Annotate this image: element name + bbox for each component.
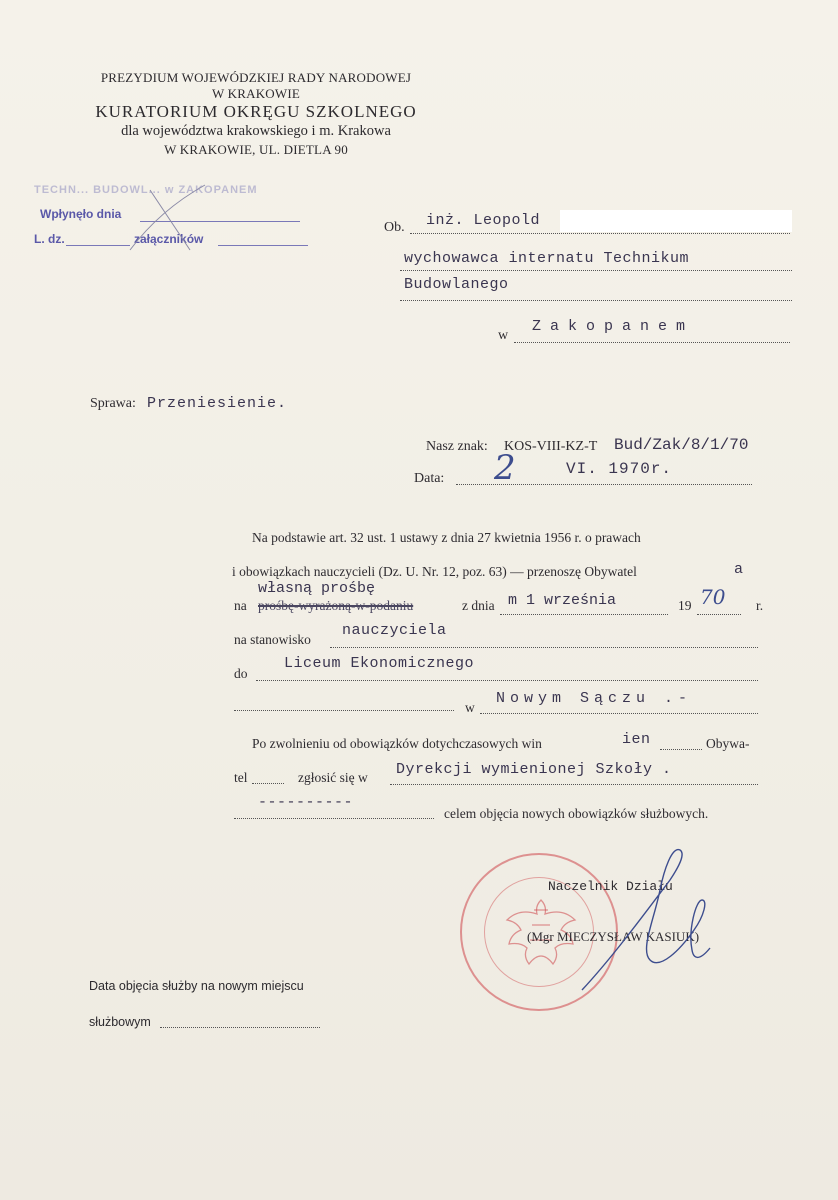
addressee-place-line — [514, 342, 790, 343]
body-p2-line2-start: tel — [234, 770, 248, 785]
addressee-name-line — [410, 233, 790, 234]
receipt-stamp-attachments: załączników — [134, 232, 204, 246]
footer-line1: Data objęcia służby na nowym miejscu — [89, 979, 304, 993]
letterhead-address: W KRAKOWIE, UL. DIETLA 90 — [164, 142, 348, 157]
receipt-stamp-attachments-line — [218, 245, 308, 246]
receipt-stamp-received: Wpłynęło dnia — [40, 207, 122, 221]
ref-typed: Bud/Zak/8/1/70 — [614, 436, 749, 454]
start-date-typed: m 1 września — [508, 592, 617, 609]
body-p2-line1-dots — [660, 749, 702, 750]
letterhead-line4: dla województwa krakowskiego i m. Krakowa — [121, 123, 391, 139]
letterhead-title: KURATORIUM OKRĘGU SZKOLNEGO — [95, 102, 417, 121]
body-p2-line3-end: celem objęcia nowych obowiązków służbowych. — [444, 806, 709, 821]
body-r: r. — [756, 598, 764, 613]
footer-line2: służbowym — [89, 1015, 151, 1029]
subject-label: Sprawa: — [90, 396, 136, 411]
letterhead-line2: W KRAKOWIE — [211, 86, 301, 101]
signature-name: (Mgr MIECZYSŁAW KASIUK) — [527, 929, 700, 944]
receipt-stamp-cross-mark — [120, 180, 210, 260]
letterhead-line1: PREZYDIUM WOJEWÓDZKIEJ RADY NARODOWEJ — [100, 70, 412, 85]
city-w-label: w — [465, 700, 475, 715]
request-typed: własną prośbę — [258, 580, 376, 597]
position-line — [330, 647, 758, 648]
date-line — [456, 484, 752, 485]
city-line-left — [234, 710, 454, 711]
footer-line2-dots — [160, 1027, 320, 1028]
ref-printed: KOS-VIII-KZ-T — [504, 439, 598, 454]
body-p2-line1: Po zwolnieniu od obowiązków dotychczasowych win — [252, 736, 542, 751]
body-p2-line2-typed: Dyrekcji wymienionej Szkoły . — [396, 761, 672, 778]
date-hand-day: 2 — [494, 448, 516, 488]
addressee-ob-label: Ob. — [384, 220, 405, 235]
body-p2-line2-mid: zgłosić się w — [298, 770, 368, 785]
year-line — [697, 614, 741, 615]
position-value: nauczyciela — [342, 622, 447, 639]
body-na: na — [234, 598, 247, 613]
addressee-name: inż. Leopold — [426, 212, 541, 229]
addressee-place: Zakopanem — [532, 318, 695, 335]
body-p2-line2-underline — [390, 784, 758, 785]
struck-text: prośbę-wyrażoną-w-podaniu — [258, 598, 414, 613]
date-label: Data: — [414, 471, 445, 486]
body-p1-line1: Na podstawie art. 32 ust. 1 ustawy z dnia 27 kwietnia 1956 r. o prawach — [252, 530, 641, 545]
subject-value: Przeniesienie. — [147, 395, 288, 412]
receipt-stamp-ldz: L. dz. — [34, 232, 65, 246]
city-value: Nowym Sączu .- — [496, 690, 693, 707]
school-label: do — [234, 666, 248, 681]
body-z-dnia: z dnia — [462, 598, 495, 613]
body-p1-line2-suffix: a — [734, 561, 744, 578]
body-p2-line3-dots — [234, 818, 434, 819]
addressee-line2: wychowawca internatu Technikum — [404, 250, 690, 267]
school-value: Liceum Ekonomicznego — [284, 655, 475, 672]
signature-title: Naczelnik Działu — [548, 879, 673, 894]
start-date-line — [500, 614, 668, 615]
receipt-stamp-header: TECHN... BUDOWL... w ZAKOPANEM — [34, 184, 258, 196]
year-prefix: 19 — [678, 598, 692, 613]
school-line — [256, 680, 758, 681]
body-p2-typed: ien — [622, 731, 651, 748]
body-p2-line3-typed: ---------- — [258, 794, 354, 811]
body-p2-line2-dots — [252, 783, 284, 784]
date-typed: VI. 1970r. — [566, 460, 673, 478]
addressee-line3: Budowlanego — [404, 276, 509, 293]
addressee-w-label: w — [498, 328, 509, 343]
addressee-line3-line — [400, 300, 792, 301]
addressee-line2-line — [400, 270, 792, 271]
position-label: na stanowisko — [234, 632, 311, 647]
body-p2-line1-end: Obywa- — [706, 736, 750, 751]
footer-line1-dots — [89, 1003, 329, 1004]
year-hand: 70 — [700, 585, 726, 609]
city-line-right — [480, 713, 758, 714]
body-p1-line2: i obowiązkach nauczycieli (Dz. U. Nr. 12, poz. 63) — przenoszę Obywatel — [232, 564, 637, 579]
handwritten-signature — [570, 840, 730, 1000]
ref-label: Nasz znak: — [426, 439, 488, 454]
redaction-box — [560, 210, 792, 232]
